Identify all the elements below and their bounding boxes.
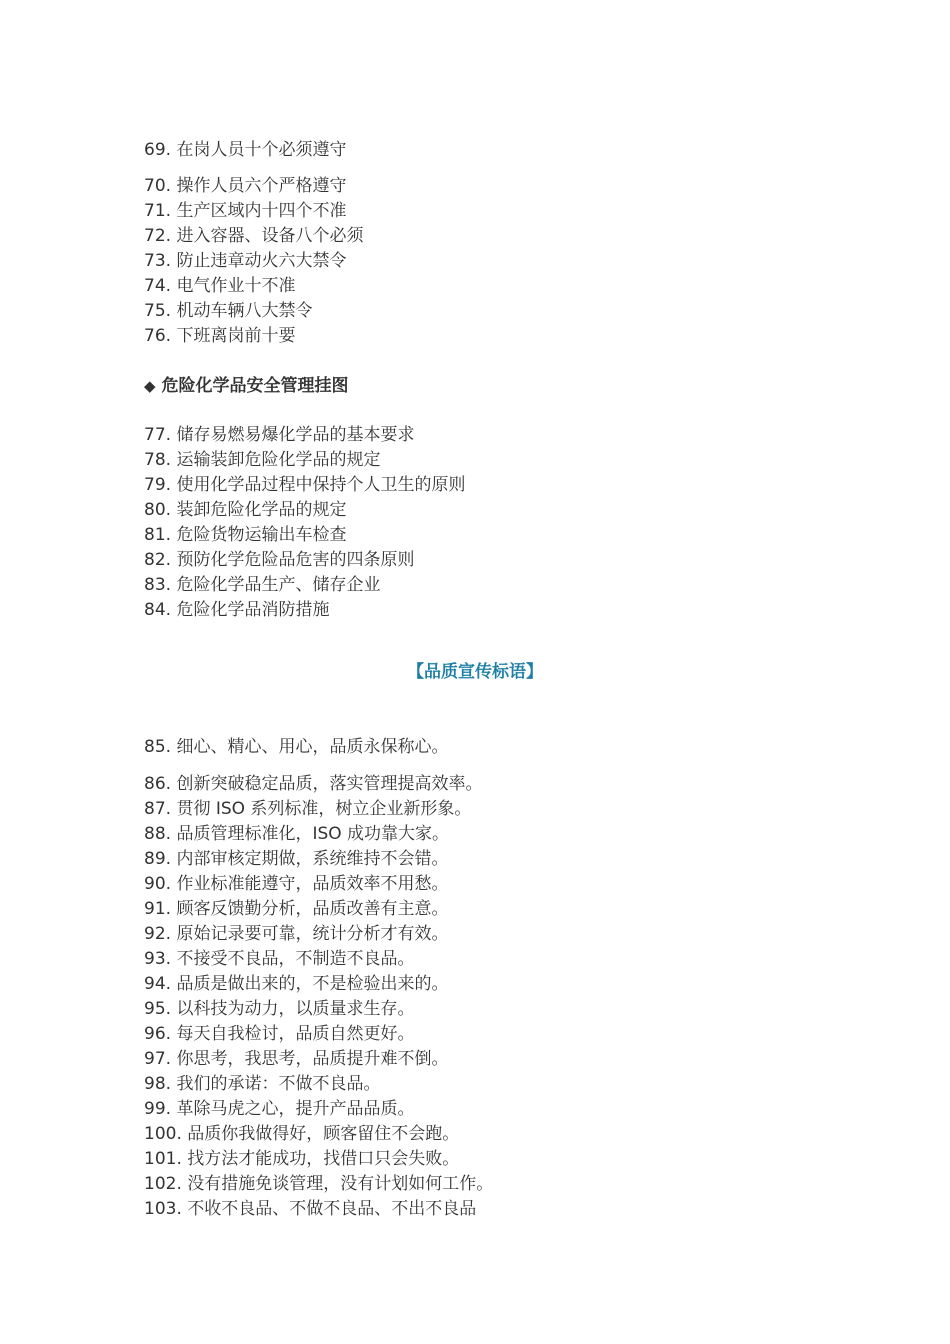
list-item: 93. 不接受不良品，不制造不良品。	[144, 949, 415, 969]
list-item: 87. 贯彻 ISO 系列标准，树立企业新形象。	[144, 799, 472, 819]
list-item: 85. 细心、精心、用心，品质永保称心。	[144, 737, 449, 757]
list-item: 76. 下班离岗前十要	[144, 326, 296, 346]
list-item: 100. 品质你我做得好，顾客留住不会跑。	[144, 1124, 460, 1144]
list-item: 77. 储存易燃易爆化学品的基本要求	[144, 425, 415, 445]
list-item: 81. 危险货物运输出车检查	[144, 525, 347, 545]
list-group-quality-intro	[144, 735, 844, 760]
list-item: 99. 革除马虎之心，提升产品品质。	[144, 1099, 415, 1119]
list-item: 94. 品质是做出来的，不是检验出来的。	[144, 974, 449, 994]
list-item: 84. 危险化学品消防措施	[144, 600, 330, 620]
list-item: 80. 装卸危险化学品的规定	[144, 500, 347, 520]
hazmat-section-heading	[144, 374, 349, 399]
list-item: 101. 找方法才能成功，找借口只会失败。	[144, 1149, 460, 1169]
list-group-safety-rules-intro	[144, 138, 844, 163]
list-item: 103. 不收不良品、不做不良品、不出不良品	[144, 1199, 477, 1219]
list-item: 92. 原始记录要可靠，统计分析才有效。	[144, 924, 449, 944]
list-item: 88. 品质管理标准化，ISO 成功靠大家。	[144, 824, 450, 844]
list-item: 96. 每天自我检讨，品质自然更好。	[144, 1024, 415, 1044]
list-item: 78. 运输装卸危险化学品的规定	[144, 450, 381, 470]
list-item: 71. 生产区域内十四个不准	[144, 201, 347, 221]
list-item: 79. 使用化学品过程中保持个人卫生的原则	[144, 475, 466, 495]
list-group-hazmat	[144, 423, 844, 623]
list-item: 86. 创新突破稳定品质，落实管理提高效率。	[144, 774, 483, 794]
list-item: 82. 预防化学危险品危害的四条原则	[144, 550, 415, 570]
list-item: 70. 操作人员六个严格遵守	[144, 176, 347, 196]
list-item: 83. 危险化学品生产、储存企业	[144, 575, 381, 595]
quality-section-title: 【品质宣传标语】	[407, 662, 543, 682]
list-item: 89. 内部审核定期做，系统维持不会错。	[144, 849, 449, 869]
hazmat-heading-text: 危险化学品安全管理挂图	[161, 376, 349, 396]
list-item: 97. 你思考，我思考，品质提升难不倒。	[144, 1049, 449, 1069]
list-item: 102. 没有措施免谈管理，没有计划如何工作。	[144, 1174, 494, 1194]
list-item: 69. 在岗人员十个必须遵守	[144, 140, 347, 160]
list-item: 73. 防止违章动火六大禁令	[144, 251, 347, 271]
list-group-safety-rules	[144, 174, 844, 349]
list-item: 95. 以科技为动力，以质量求生存。	[144, 999, 415, 1019]
diamond-bullet-icon: ◆	[144, 377, 156, 395]
list-item: 91. 顾客反馈勤分析，品质改善有主意。	[144, 899, 449, 919]
list-item: 90. 作业标准能遵守，品质效率不用愁。	[144, 874, 449, 894]
list-item: 75. 机动车辆八大禁令	[144, 301, 313, 321]
list-group-quality-slogans	[144, 772, 844, 1222]
list-item: 98. 我们的承诺：不做不良品。	[144, 1074, 381, 1094]
list-item: 74. 电气作业十不准	[144, 276, 296, 296]
list-item: 72. 进入容器、设备八个必须	[144, 226, 364, 246]
